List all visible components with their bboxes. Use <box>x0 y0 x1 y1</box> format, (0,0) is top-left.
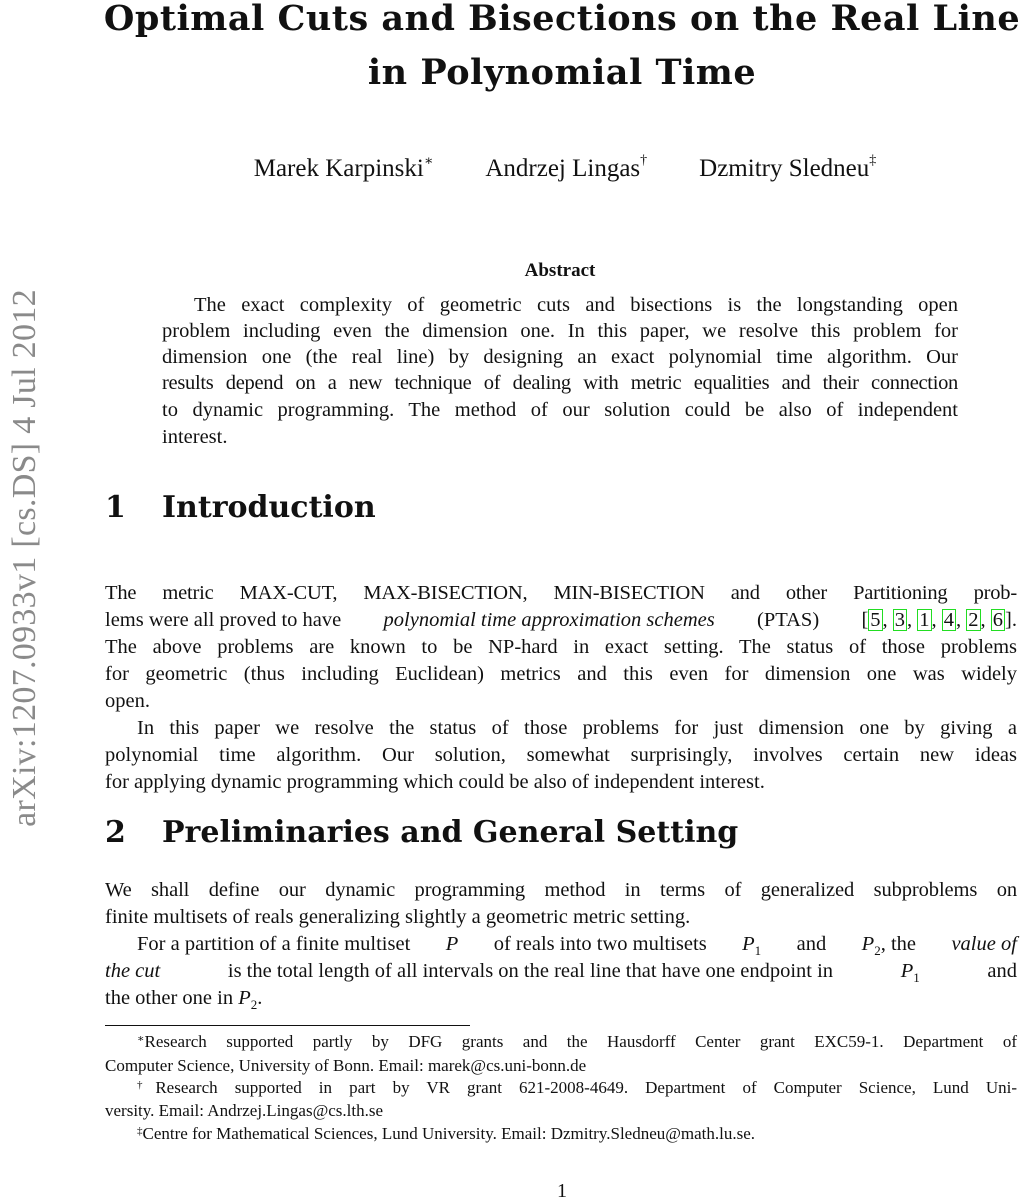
section-number: 2 <box>105 815 126 850</box>
body-line: the other one in $P_2$. <box>105 987 263 1013</box>
footnote-line: versity. Email: Andrzej.Lingas@cs.lth.se <box>105 1101 383 1120</box>
body-line: finite multisets of reals generalizing slightly a geometric metric setting. <box>105 906 691 928</box>
emphasis-value-of-cut: value of <box>951 933 1017 955</box>
footnote-mark[interactable]: ∗ <box>423 154 434 169</box>
footnote-mark: ‡ <box>137 1125 143 1137</box>
math-P: P <box>445 933 459 955</box>
body-line: The metric MAX-CUT, MAX-BISECTION, MIN-BISECTION and other Partitioning prob- <box>105 582 1017 604</box>
citation-link[interactable]: 4 <box>943 609 955 631</box>
section-title: Preliminaries and General Setting <box>162 815 739 850</box>
footnote-line: †Research supported in part by VR grant 621-2008-4649. Department of Computer Science, Lund Uni- <box>137 1078 1018 1097</box>
author-list <box>0 155 1020 183</box>
math-P2: $P_2$ <box>238 987 258 1013</box>
abstract-line: dimension one (the real line) by designing an exact polynomial time algorithm. Our <box>162 346 958 368</box>
author: Dzmitry Sledneu‡ <box>699 153 877 182</box>
footnote-mark: ∗ <box>137 1033 145 1045</box>
body-line: In this paper we resolve the status of those problems for just dimension one by giving a <box>137 717 1017 739</box>
footnote-mark[interactable]: † <box>640 153 648 168</box>
abstract-line: to dynamic programming. The method of our solution could be also of independent <box>162 399 958 421</box>
abstract-heading: Abstract <box>524 260 596 281</box>
math-P1: $P_1$ <box>742 933 762 959</box>
footnote-mark: † <box>137 1079 156 1091</box>
citation-link[interactable]: 1 <box>919 609 930 631</box>
citation-link[interactable]: 2 <box>968 609 979 631</box>
footnote-line: ∗Research supported partly by DFG grants and the Hausdorff Center grant EXC59-1. Department of <box>137 1032 1017 1051</box>
math-P1: $P_1$ <box>900 960 920 986</box>
abstract-line: interest. <box>162 426 228 448</box>
body-line: For a partition of a finite multiset P of reals into two multisets $P_1$ and $P_2$, the value of <box>105 931 1017 964</box>
abstract-line: results depend on a new technique of dealing with metric equalities and their connection <box>162 372 958 394</box>
author: Marek Karpinski∗ <box>253 154 434 182</box>
footnote-rule <box>105 1025 470 1026</box>
footnote-line: Computer Science, University of Bonn. Email: marek@cs.uni-bonn.de <box>105 1056 587 1075</box>
citation-link[interactable]: 6 <box>992 609 1004 631</box>
author: Andrzej Lingas† <box>485 153 648 182</box>
abstract-line: problem including even the dimension one. In this paper, we resolve this problem for <box>162 320 958 342</box>
citation-list: [5, 3, 1, 4, 2, 6]. <box>861 609 1017 631</box>
citation-link[interactable]: 3 <box>894 609 906 631</box>
body-line: lems were all proved to have polynomial time approximation schemes (PTAS) [5, 3, 1, 4, 2, 6]. <box>105 609 1017 631</box>
page-number: 1 <box>557 1180 567 1202</box>
arxiv-stamp: arXiv:1207.0933v1 [cs.DS] 4 Jul 2012 <box>6 289 43 827</box>
paper-title-line-2: in Polynomial Time <box>367 52 757 93</box>
body-line: We shall define our dynamic programming method in terms of generalized subproblems on <box>105 879 1017 901</box>
section-number: 1 <box>105 490 126 525</box>
math-P2: $P_2$, the <box>861 933 916 959</box>
body-line: open. <box>105 690 150 712</box>
section-title: Introduction <box>162 490 376 525</box>
footnote-mark[interactable]: ‡ <box>869 153 877 168</box>
body-line: polynomial time algorithm. Our solution, somewhat surprisingly, involves certain new ideas <box>105 744 1017 766</box>
section-heading-introduction <box>105 490 376 525</box>
citation-link[interactable]: 5 <box>870 609 881 631</box>
section-heading-preliminaries <box>105 815 738 850</box>
body-line: The above problems are known to be NP-hard in exact setting. The status of those problems <box>105 636 1017 658</box>
body-line: for applying dynamic programming which could be also of independent interest. <box>105 771 765 793</box>
emphasis-ptas: polynomial time approximation schemes <box>383 609 715 631</box>
emphasis-the-cut: the cut <box>105 960 161 982</box>
body-line: for geometric (thus including Euclidean) metrics and this even for dimension one was widely <box>105 663 1017 685</box>
footnote-line: ‡Centre for Mathematical Sciences, Lund University. Email: Dzmitry.Sledneu@math.lu.se. <box>137 1124 756 1143</box>
body-line: the cut is the total length of all intervals on the real line that have one endpoint in $P_1$ and <box>105 958 1017 991</box>
paper-title-line-1: Optimal Cuts and Bisections on the Real Line <box>103 0 1020 39</box>
abstract-line: The exact complexity of geometric cuts and bisections is the longstanding open <box>194 294 958 316</box>
